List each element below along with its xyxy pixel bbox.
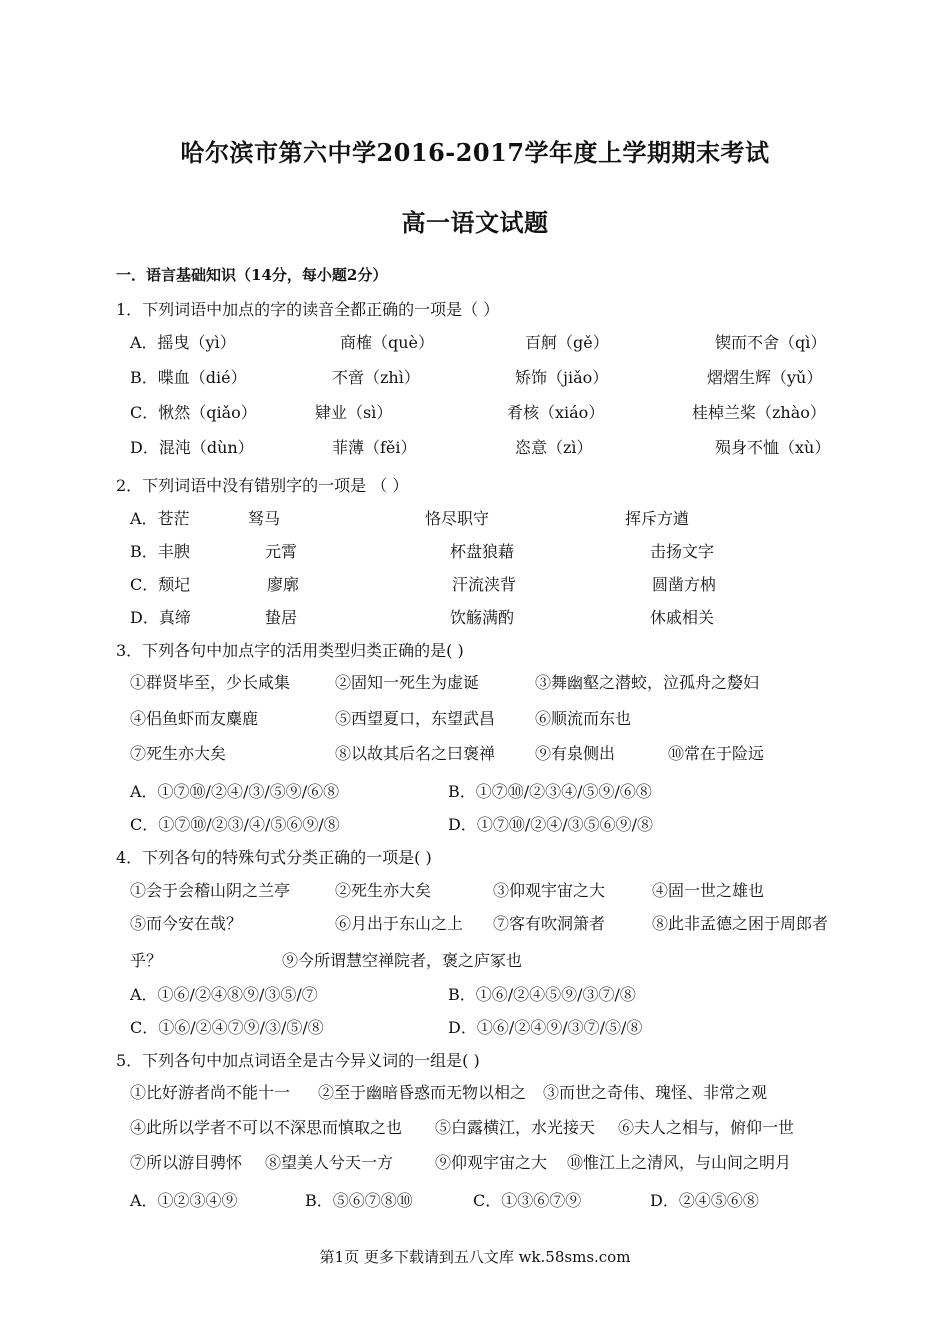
q4-sentence-8-cont: 乎？	[130, 951, 163, 970]
q1-option-c-1: C．愀然（qiǎo）	[130, 403, 257, 422]
q5-sentence-1: ①比好游者尚不能十一	[130, 1083, 291, 1102]
q3-sentence-7: ⑦死生亦大矣	[130, 744, 227, 763]
q4-sentence-5: ⑤而今安在哉？	[130, 914, 243, 933]
q2-option-b-2: 元霄	[265, 542, 298, 561]
question-1-stem: 1．下列词语中加点的字的读音全都正确的一项是（ ）	[116, 300, 500, 319]
q1-option-d-4: 殒身不恤（xù）	[715, 438, 831, 457]
q1-option-d-1: D．混沌（dùn）	[130, 438, 254, 457]
q3-answer-b: B．①⑦⑩/②③④/⑤⑨/⑥⑧	[448, 782, 652, 801]
question-4-stem: 4．下列各句的特殊句式分类正确的一项是( )	[116, 848, 432, 867]
q1-option-b-4: 熠熠生辉（yǔ）	[707, 368, 823, 387]
q5-sentence-4: ④此所以学者不可以不深思而慎取之也	[130, 1118, 403, 1137]
q1-option-b-1: B．喋血（dié）	[130, 368, 247, 387]
q1-option-b-2: 不啻（zhì）	[332, 368, 420, 387]
q5-sentence-7: ⑦所以游目骋怀	[130, 1153, 243, 1172]
q5-answer-a: A．①②③④⑨	[130, 1191, 238, 1210]
q2-option-a-2: 驽马	[248, 509, 281, 528]
q1-option-a-2: 商榷（què）	[340, 333, 435, 352]
document-title: 哈尔滨市第六中学2016-2017学年度上学期期末考试	[180, 138, 770, 167]
q3-answer-c: C．①⑦⑩/②③/④/⑤⑥⑨/⑧	[130, 815, 340, 834]
q3-sentence-10: ⑩常在于险远	[668, 744, 765, 763]
q2-option-a-4: 挥斥方遒	[625, 509, 690, 528]
q1-option-c-4: 桂棹兰桨（zhào）	[692, 403, 826, 422]
q1-option-d-2: 菲薄（fěi）	[332, 438, 417, 457]
q2-option-c-1: C．颓圮	[130, 575, 191, 594]
q5-sentence-10: ⑩惟江上之清风，与山间之明月	[567, 1153, 792, 1172]
q5-sentence-2: ②至于幽暗昏惑而无物以相之	[318, 1083, 527, 1102]
question-5-stem: 5．下列各句中加点词语全是古今异义词的一组是( )	[116, 1051, 480, 1070]
q4-sentence-9: ⑨今所谓慧空禅院者，褒之庐冢也	[282, 951, 523, 970]
q5-sentence-6: ⑥夫人之相与，俯仰一世	[618, 1118, 795, 1137]
q5-sentence-8: ⑧望美人兮天一方	[265, 1153, 394, 1172]
q3-sentence-8: ⑧以故其后名之曰褒禅	[335, 744, 496, 763]
q5-sentence-3: ③而世之奇伟、瑰怪、非常之观	[543, 1083, 768, 1102]
q2-option-d-1: D．真缔	[130, 608, 191, 627]
q2-option-b-1: B．丰腴	[130, 542, 190, 561]
q4-answer-b: B．①⑥/②④⑤⑨/③⑦/⑧	[448, 985, 636, 1004]
q4-sentence-1: ①会于会稽山阴之兰亭	[130, 881, 291, 900]
q1-option-a-1: A．摇曳（yì）	[130, 333, 236, 352]
q2-option-c-2: 廖廓	[267, 575, 300, 594]
q4-sentence-7: ⑦客有吹洞箫者	[493, 914, 606, 933]
q1-option-a-3: 百舸（gě）	[525, 333, 609, 352]
q2-option-b-4: 击扬文字	[650, 542, 715, 561]
q5-sentence-5: ⑤白露横江，水光接天	[435, 1118, 596, 1137]
q5-answer-b: B．⑤⑥⑦⑧⑩	[305, 1191, 413, 1210]
q2-option-d-4: 休戚相关	[650, 608, 715, 627]
q1-option-d-3: 恣意（zì）	[515, 438, 593, 457]
q3-sentence-1: ①群贤毕至，少长咸集	[130, 673, 291, 692]
q2-option-a-3: 恪尽职守	[425, 509, 490, 528]
q3-sentence-5: ⑤西望夏口，东望武昌	[335, 709, 496, 728]
q3-sentence-9: ⑨有泉侧出	[535, 744, 616, 763]
q3-answer-d: D．①⑦⑩/②④/③⑤⑥⑨/⑧	[448, 815, 654, 834]
q4-sentence-8: ⑧此非孟德之困于周郎者	[652, 914, 829, 933]
section-heading: 一．语言基础知识（14分，每小题2分）	[116, 266, 388, 284]
q1-option-b-3: 矫饰（jiǎo）	[515, 368, 609, 387]
q5-sentence-9: ⑨仰观宇宙之大	[435, 1153, 548, 1172]
q4-sentence-2: ②死生亦大矣	[335, 881, 432, 900]
q2-option-d-3: 饮觞满酌	[450, 608, 515, 627]
q4-answer-c: C．①⑥/②④⑦⑨/③/⑤/⑧	[130, 1018, 324, 1037]
q1-option-a-4: 锲而不舍（qì）	[715, 333, 827, 352]
q4-sentence-6: ⑥月出于东山之上	[335, 914, 464, 933]
q4-sentence-4: ④固一世之雄也	[652, 881, 765, 900]
q4-answer-a: A．①⑥/②④⑧⑨/③⑤/⑦	[130, 985, 318, 1004]
q2-option-c-4: 圆凿方枘	[652, 575, 717, 594]
q3-sentence-2: ②固知一死生为虚诞	[335, 673, 480, 692]
q4-sentence-3: ③仰观宇宙之大	[493, 881, 606, 900]
q4-answer-d: D．①⑥/②④⑨/③⑦/⑤/⑧	[448, 1018, 643, 1037]
q2-option-b-3: 杯盘狼藉	[450, 542, 515, 561]
q3-sentence-6: ⑥顺流而东也	[535, 709, 632, 728]
question-3-stem: 3．下列各句中加点字的活用类型归类正确的是( )	[116, 641, 464, 660]
document-subtitle: 高一语文试题	[401, 208, 549, 237]
question-2-stem: 2．下列词语中没有错别字的一项是 （ ）	[116, 476, 409, 495]
q1-option-c-3: 肴核（xiáo）	[507, 403, 605, 422]
q2-option-d-2: 蛰居	[265, 608, 298, 627]
q2-option-a-1: A．苍茫	[130, 509, 190, 528]
q5-answer-d: D．②④⑤⑥⑧	[650, 1191, 759, 1210]
q3-sentence-3: ③舞幽壑之潜蛟，泣孤舟之嫠妇	[535, 673, 760, 692]
q3-sentence-4: ④侣鱼虾而友麋鹿	[130, 709, 259, 728]
q5-answer-c: C．①③⑥⑦⑨	[473, 1191, 582, 1210]
q2-option-c-3: 汗流浃背	[452, 575, 517, 594]
q1-option-c-2: 肄业（sì）	[315, 403, 393, 422]
q3-answer-a: A．①⑦⑩/②④/③/⑤⑨/⑥⑧	[130, 782, 340, 801]
page-footer: 第1页 更多下载请到五八文库 wk.58sms.com	[319, 1248, 631, 1266]
